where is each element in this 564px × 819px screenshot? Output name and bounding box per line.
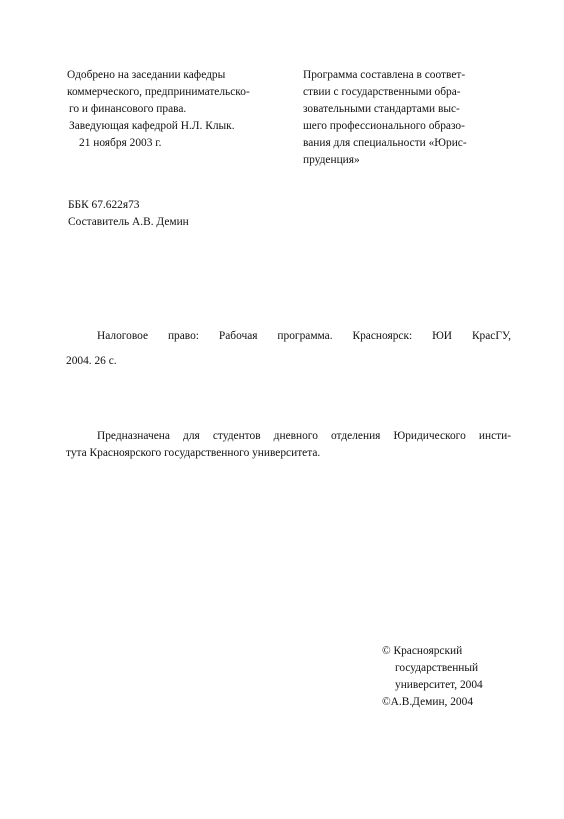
program-line: пруденция» xyxy=(303,154,360,166)
bbk-code: ББК 67.622я73 xyxy=(68,199,140,211)
copyright-line: © Красноярский xyxy=(382,645,463,657)
bibliographic-citation xyxy=(66,328,511,370)
citation-line: Налоговое право: Рабочая программа. Красноярск: ЮИ КрасГУ, xyxy=(97,330,511,342)
approval-date: 21 ноября 2003 г. xyxy=(79,137,162,149)
approval-line: го и финансового права. xyxy=(69,103,187,115)
approval-line: коммерческого, предпринимательско- xyxy=(67,86,250,98)
copyright-block xyxy=(382,643,483,711)
approval-line: Одобрено на заседании кафедры xyxy=(67,69,226,81)
purpose-statement xyxy=(66,428,511,462)
purpose-line: тута Красноярского государственного университета. xyxy=(66,447,321,459)
copyright-line: университет, 2004 xyxy=(395,679,483,691)
approval-note xyxy=(67,67,250,152)
program-note xyxy=(303,67,467,169)
program-line: Программа составлена в соответ- xyxy=(303,69,466,81)
approval-head-of-department: Заведующая кафедрой Н.Л. Клык. xyxy=(69,120,235,132)
program-line: шего профессионального образо- xyxy=(303,120,465,132)
copyright-line: государственный xyxy=(395,662,479,674)
citation-line: 2004. 26 с. xyxy=(66,355,117,367)
compiler-name: Составитель А.В. Демин xyxy=(68,216,189,228)
program-line: зовательными стандартами выс- xyxy=(303,103,460,115)
program-line: ствии с государственными обра- xyxy=(303,86,461,98)
copyright-line: ©А.В.Демин, 2004 xyxy=(382,696,474,708)
bbk-block xyxy=(68,197,189,231)
purpose-line: Предназначена для студентов дневного отделения Юридического инсти- xyxy=(97,430,511,442)
program-line: вания для специальности «Юрис- xyxy=(303,137,467,149)
